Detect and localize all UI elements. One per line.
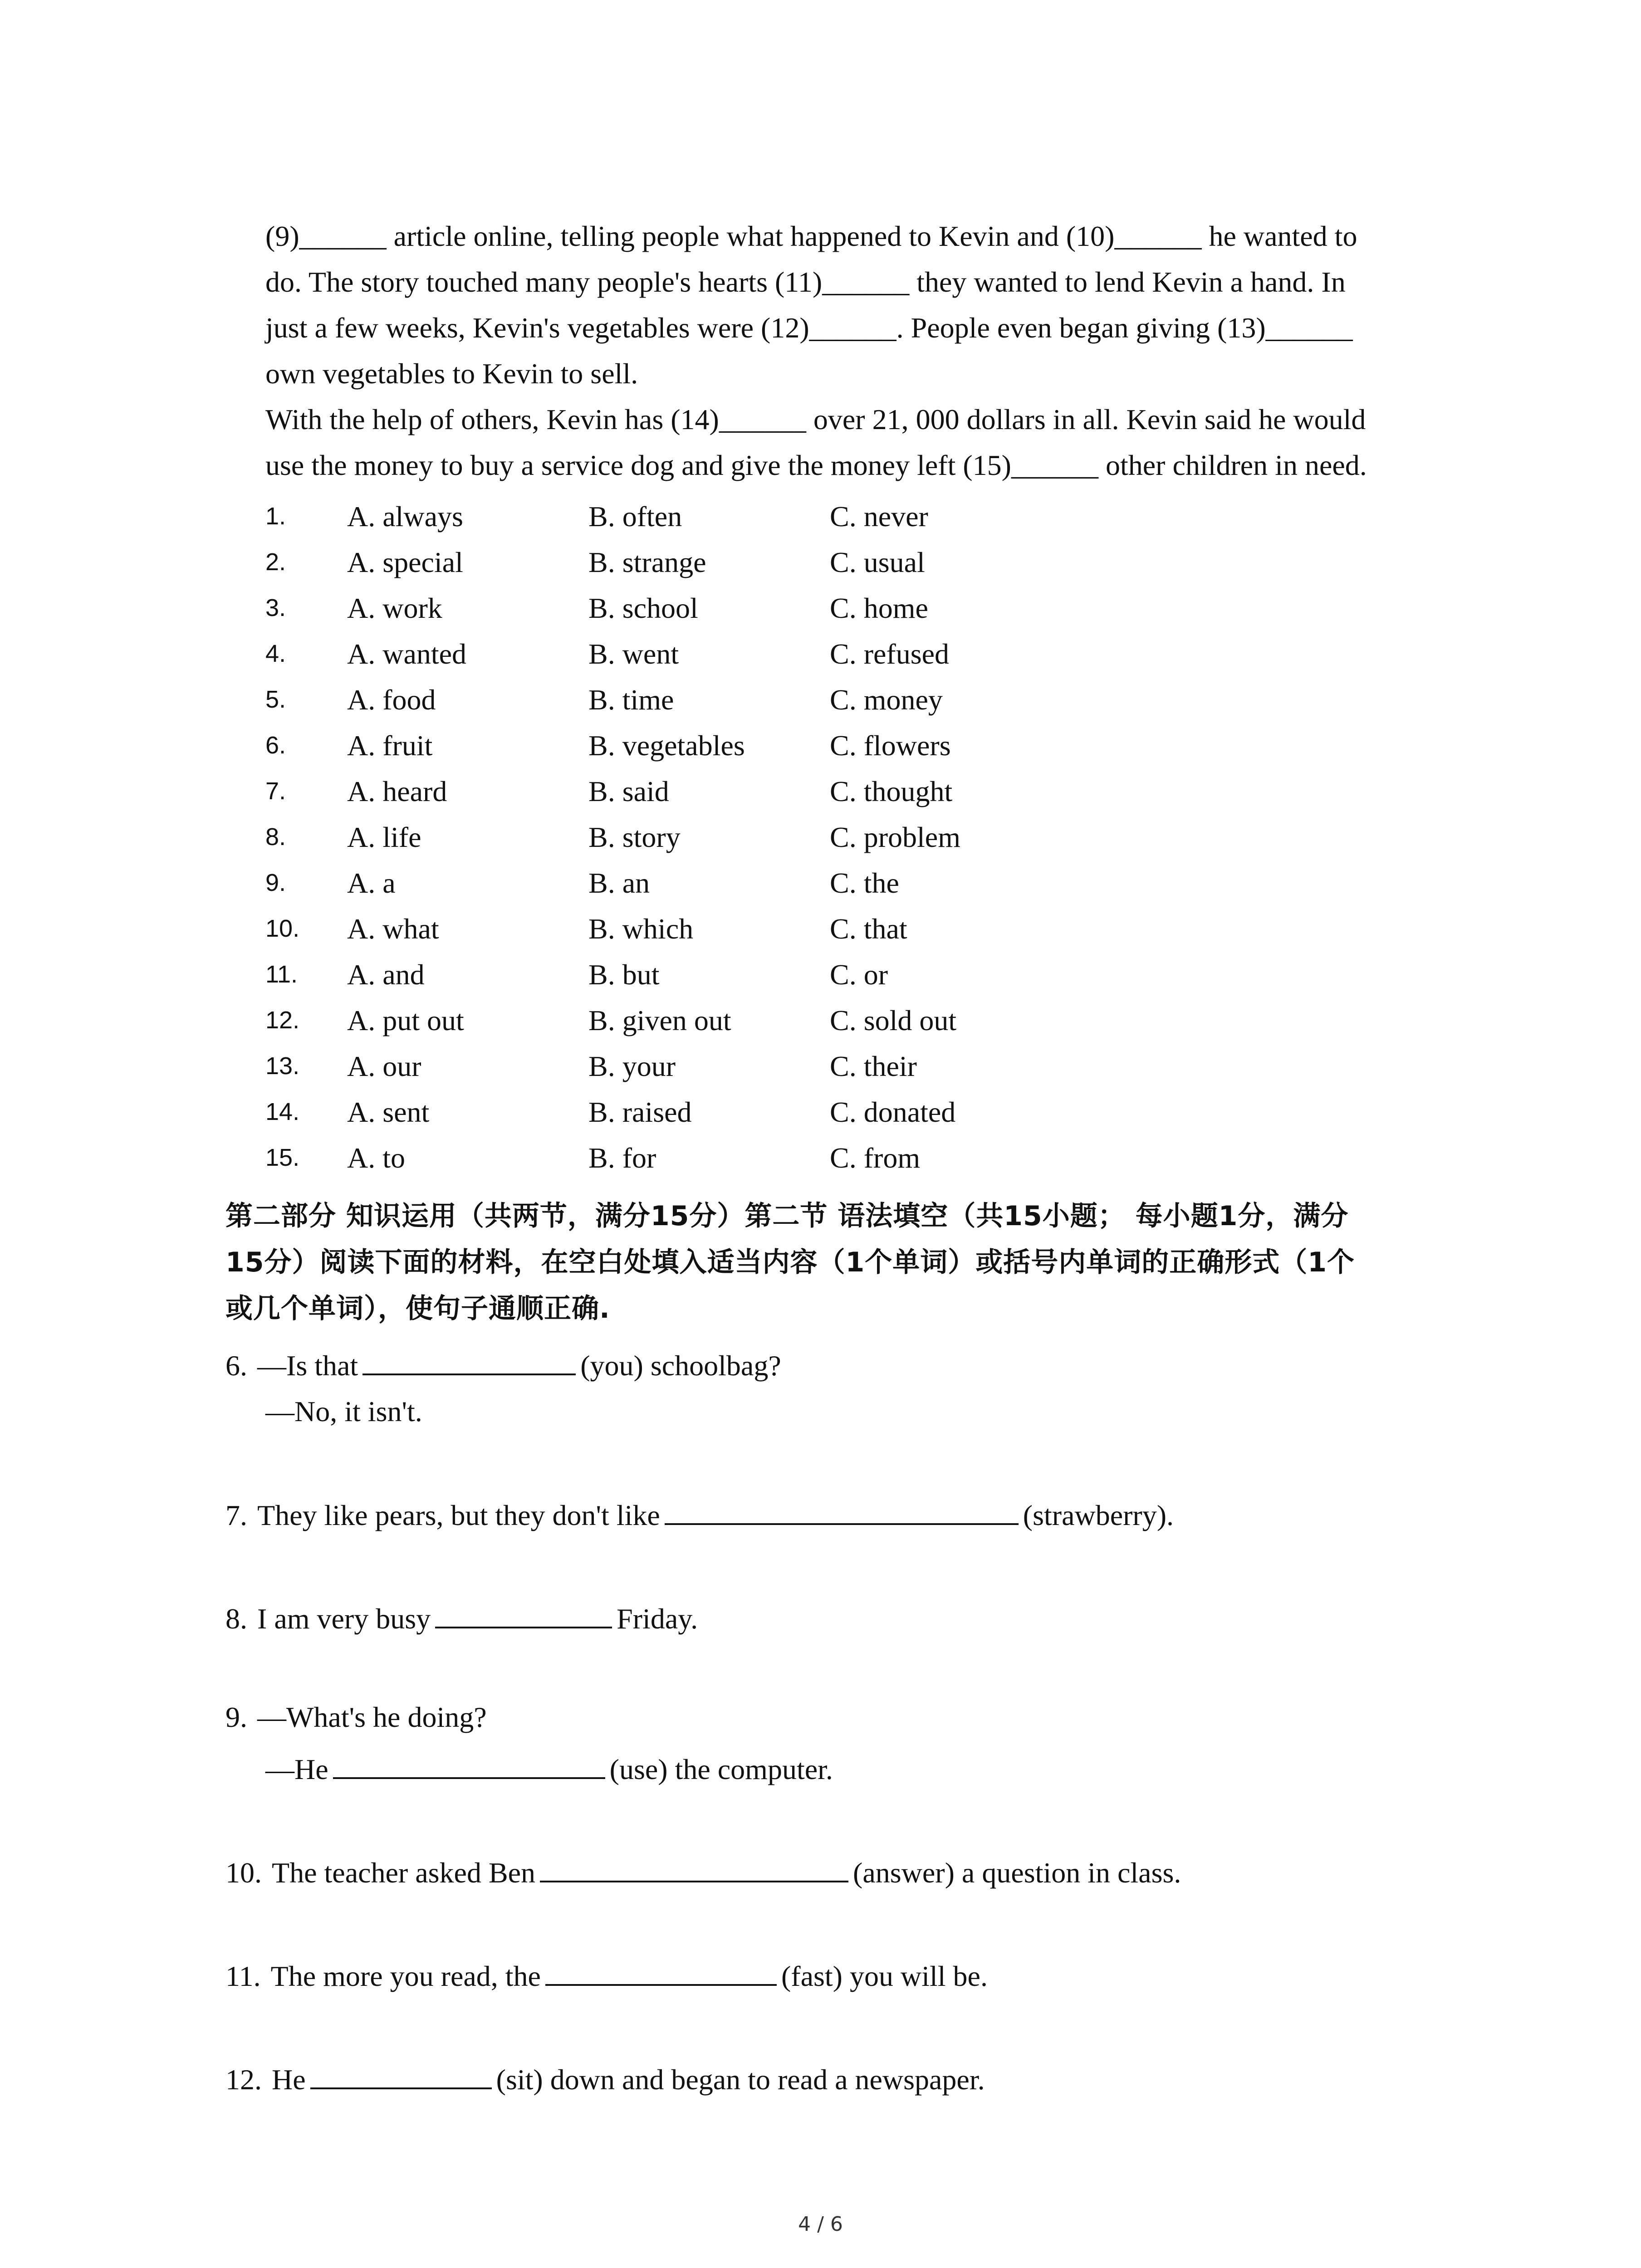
option-number: 9.: [265, 869, 286, 896]
passage-line: With the help of others, Kevin has (14)______ over 21, 000 dollars in all. Kevin said he would: [265, 403, 1366, 435]
option-a[interactable]: A. our: [347, 1050, 421, 1082]
section-heading: [225, 1193, 1450, 1332]
option-b[interactable]: B. strange: [588, 546, 706, 578]
answer-blank[interactable]: [545, 1957, 777, 1986]
option-number: 14.: [265, 1098, 300, 1125]
option-c[interactable]: C. problem: [830, 821, 960, 853]
question-number: 9.: [225, 1701, 247, 1733]
option-b[interactable]: B. which: [588, 913, 694, 945]
question-number: 7.: [225, 1499, 247, 1531]
option-b[interactable]: B. raised: [588, 1096, 692, 1128]
option-number: 11.: [265, 961, 298, 988]
option-a[interactable]: A. always: [347, 500, 463, 533]
question-text: The more you read, the: [270, 1960, 541, 1992]
question-number: 10.: [225, 1857, 262, 1889]
option-number: 1.: [265, 503, 286, 530]
option-number: 2.: [265, 548, 286, 576]
option-number: 13.: [265, 1052, 300, 1080]
question-text: (fast) you will be.: [781, 1960, 988, 1992]
passage-line: own vegetables to Kevin to sell.: [265, 357, 638, 390]
question-number: 8.: [225, 1603, 247, 1635]
option-a[interactable]: A. heard: [347, 775, 447, 807]
option-b[interactable]: B. given out: [588, 1004, 731, 1036]
option-c[interactable]: C. home: [830, 592, 928, 624]
question-6: [225, 1343, 781, 1388]
heading-line: 或几个单词），使句子通顺正确.: [225, 1293, 610, 1325]
heading-line: 15分）阅读下面的材料，在空白处填入适当内容（1个单词）或括号内单词的正确形式（1个: [225, 1246, 1355, 1278]
option-b[interactable]: B. but: [588, 958, 660, 991]
option-c[interactable]: C. or: [830, 958, 888, 991]
option-c[interactable]: C. from: [830, 1142, 921, 1174]
question-text: The teacher asked Ben: [272, 1857, 536, 1889]
question-text: —What's he doing?: [257, 1701, 487, 1733]
option-a[interactable]: A. life: [347, 821, 421, 853]
question-number: 6.: [225, 1349, 247, 1382]
passage-line: (9)______ article online, telling people what happened to Kevin and (10)______ he wanted to: [265, 220, 1357, 252]
option-c[interactable]: C. donated: [830, 1096, 956, 1128]
option-number: 12.: [265, 1007, 300, 1034]
option-c[interactable]: C. the: [830, 867, 899, 899]
question-8: [225, 1596, 698, 1642]
option-b[interactable]: B. often: [588, 500, 682, 533]
question-text: (use) the computer.: [609, 1753, 833, 1785]
question-text: I am very busy: [257, 1603, 431, 1635]
option-a[interactable]: A. special: [347, 546, 463, 578]
option-b[interactable]: B. went: [588, 638, 679, 670]
passage-line: do. The story touched many people's hearts (11)______ they wanted to lend Kevin a hand. In: [265, 266, 1346, 298]
option-a[interactable]: A. sent: [347, 1096, 430, 1128]
option-b[interactable]: B. story: [588, 821, 681, 853]
question-text: He: [272, 2063, 306, 2096]
option-number: 5.: [265, 686, 286, 713]
option-b[interactable]: B. school: [588, 592, 698, 624]
question-text: (sit) down and began to read a newspaper.: [496, 2063, 985, 2096]
option-number: 6.: [265, 732, 286, 759]
question-number: 12.: [225, 2063, 262, 2096]
option-b[interactable]: B. your: [588, 1050, 676, 1082]
option-number: 4.: [265, 640, 286, 667]
option-a[interactable]: A. food: [347, 684, 436, 716]
option-a[interactable]: A. wanted: [347, 638, 467, 670]
question-text: (answer) a question in class.: [853, 1857, 1181, 1889]
heading-line: 第二部分 知识运用（共两节，满分15分）第二节 语法填空（共15小题； 每小题1分，满分: [225, 1200, 1349, 1232]
option-a[interactable]: A. a: [347, 867, 396, 899]
question-text: —He: [265, 1753, 328, 1785]
passage-line: just a few weeks, Kevin's vegetables were (12)______. People even began giving (13)______: [265, 312, 1353, 344]
answer-blank[interactable]: [333, 1750, 605, 1779]
option-a[interactable]: A. fruit: [347, 729, 433, 762]
question-10: [225, 1850, 1181, 1896]
question-7: [225, 1492, 1174, 1538]
question-text: They like pears, but they don't like: [257, 1499, 660, 1531]
question-11: [225, 1953, 988, 1999]
option-c[interactable]: C. thought: [830, 775, 953, 807]
question-text: (you) schoolbag?: [580, 1349, 781, 1382]
option-a[interactable]: A. and: [347, 958, 425, 991]
answer-blank[interactable]: [665, 1496, 1019, 1525]
option-c[interactable]: C. usual: [830, 546, 925, 578]
option-number: 3.: [265, 594, 286, 621]
option-a[interactable]: A. work: [347, 592, 442, 624]
option-number: 8.: [265, 823, 286, 850]
option-b[interactable]: B. for: [588, 1142, 656, 1174]
answer-blank[interactable]: [362, 1346, 576, 1375]
answer-blank[interactable]: [435, 1599, 612, 1628]
question-text: (strawberry).: [1023, 1499, 1174, 1531]
option-number: 7.: [265, 777, 286, 805]
option-b[interactable]: B. an: [588, 867, 650, 899]
option-a[interactable]: A. to: [347, 1142, 405, 1174]
option-c[interactable]: C. never: [830, 500, 928, 533]
option-b[interactable]: B. time: [588, 684, 674, 716]
option-c[interactable]: C. sold out: [830, 1004, 957, 1036]
option-number: 15.: [265, 1144, 300, 1171]
passage-line: use the money to buy a service dog and give the money left (15)______ other children in need.: [265, 449, 1367, 481]
answer-blank[interactable]: [540, 1853, 848, 1882]
option-c[interactable]: C. refused: [830, 638, 950, 670]
option-b[interactable]: B. said: [588, 775, 669, 807]
option-number: 10.: [265, 915, 300, 942]
cloze-passage: [265, 213, 1454, 488]
option-c[interactable]: C. their: [830, 1050, 917, 1082]
question-12: [225, 2057, 985, 2102]
option-c[interactable]: C. flowers: [830, 729, 951, 762]
question-text: —Is that: [257, 1349, 358, 1382]
option-b[interactable]: B. vegetables: [588, 729, 745, 762]
option-c[interactable]: C. that: [830, 913, 907, 945]
option-c[interactable]: C. money: [830, 684, 943, 716]
option-a[interactable]: A. what: [347, 913, 439, 945]
option-a[interactable]: A. put out: [347, 1004, 464, 1036]
answer-blank[interactable]: [310, 2060, 492, 2089]
question-text: Friday.: [617, 1603, 698, 1635]
page-number: 4 / 6: [798, 2213, 843, 2236]
question-9: [225, 1694, 487, 1740]
question-number: 11.: [225, 1960, 261, 1992]
question-text: —No, it isn't.: [265, 1395, 422, 1427]
